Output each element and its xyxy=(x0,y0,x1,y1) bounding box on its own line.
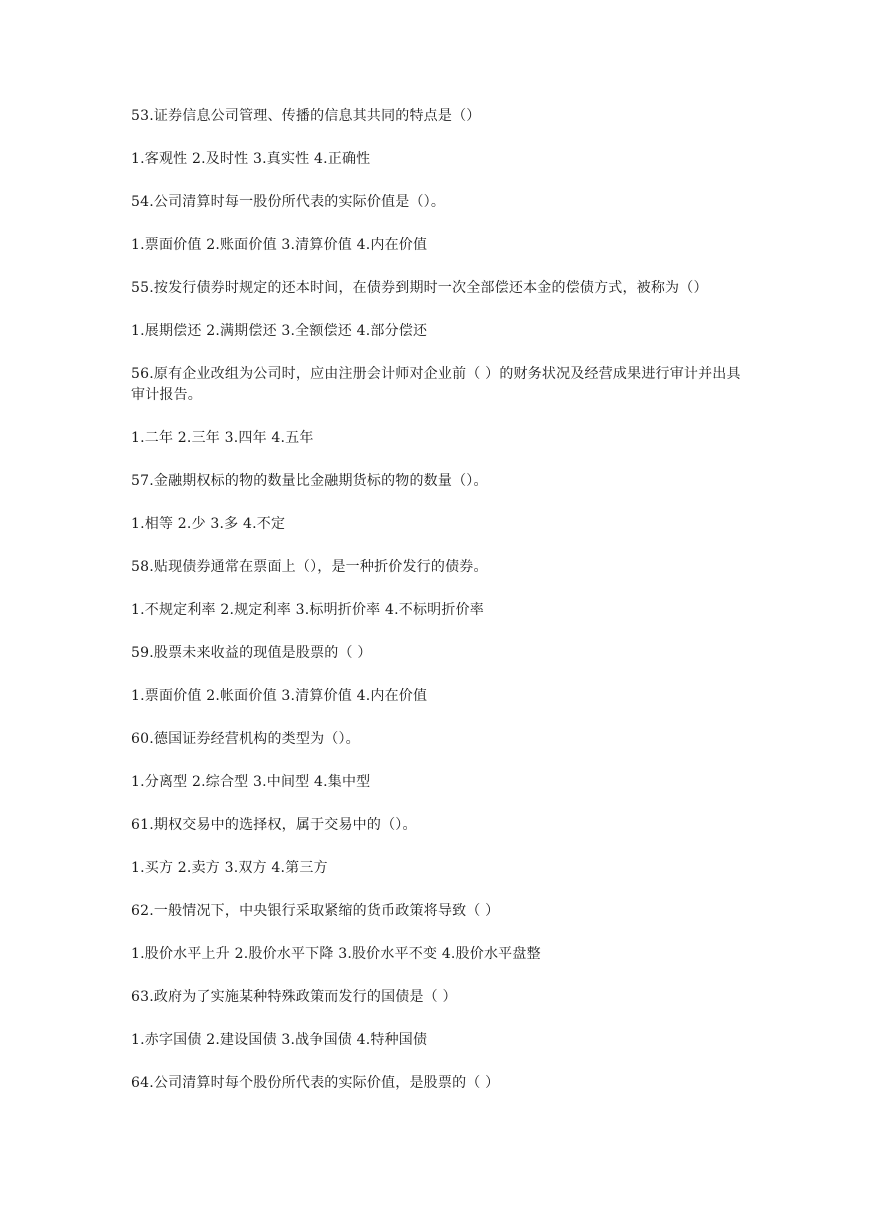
options-55: 1.展期偿还 2.满期偿还 3.全额偿还 4.部分偿还 xyxy=(131,323,428,339)
options-58: 1.不规定利率 2.规定利率 3.标明折价率 4.不标明折价率 xyxy=(131,602,484,618)
question-53: 53.证券信息公司管理、传播的信息其共同的特点是（） xyxy=(131,108,481,124)
options-63: 1.赤字国债 2.建设国债 3.战争国债 4.特种国债 xyxy=(131,1032,428,1048)
question-63: 63.政府为了实施某种特殊政策而发行的国债是（ ） xyxy=(131,989,457,1005)
question-56: 56.原有企业改组为公司时，应由注册会计师对企业前（ ）的财务状况及经营成果进行审计并出具审计报告。 xyxy=(131,366,741,403)
question-62: 62.一般情况下，中央银行采取紧缩的货币政策将导致（ ） xyxy=(131,903,500,919)
question-61: 61.期权交易中的选择权，属于交易中的（）。 xyxy=(131,817,417,833)
options-59: 1.票面价值 2.帐面价值 3.清算价值 4.内在价值 xyxy=(131,688,428,704)
options-61: 1.买方 2.卖方 3.双方 4.第三方 xyxy=(131,860,328,876)
options-60: 1.分离型 2.综合型 3.中间型 4.集中型 xyxy=(131,774,371,790)
question-59: 59.股票未来收益的现值是股票的（ ） xyxy=(131,645,372,661)
options-56: 1.二年 2.三年 3.四年 4.五年 xyxy=(131,430,314,446)
options-53: 1.客观性 2.及时性 3.真实性 4.正确性 xyxy=(131,151,371,167)
question-54: 54.公司清算时每一股份所代表的实际价值是（）。 xyxy=(131,194,446,210)
options-54: 1.票面价值 2.账面价值 3.清算价值 4.内在价值 xyxy=(131,237,428,253)
question-60: 60.德国证券经营机构的类型为（）。 xyxy=(131,731,360,747)
options-57: 1.相等 2.少 3.多 4.不定 xyxy=(131,516,286,532)
question-58: 58.贴现债券通常在票面上（），是一种折价发行的债券。 xyxy=(131,559,488,575)
question-57: 57.金融期权标的物的数量比金融期货标的物的数量（）。 xyxy=(131,473,488,489)
options-62: 1.股价水平上升 2.股价水平下降 3.股价水平不变 4.股价水平盘整 xyxy=(131,946,541,962)
question-list xyxy=(131,106,751,1116)
question-64: 64.公司清算时每个股份所代表的实际价值，是股票的（ ） xyxy=(131,1075,500,1091)
question-55: 55.按发行债券时规定的还本时间，在债券到期时一次全部偿还本金的偿债方式，被称为（） xyxy=(131,280,708,296)
